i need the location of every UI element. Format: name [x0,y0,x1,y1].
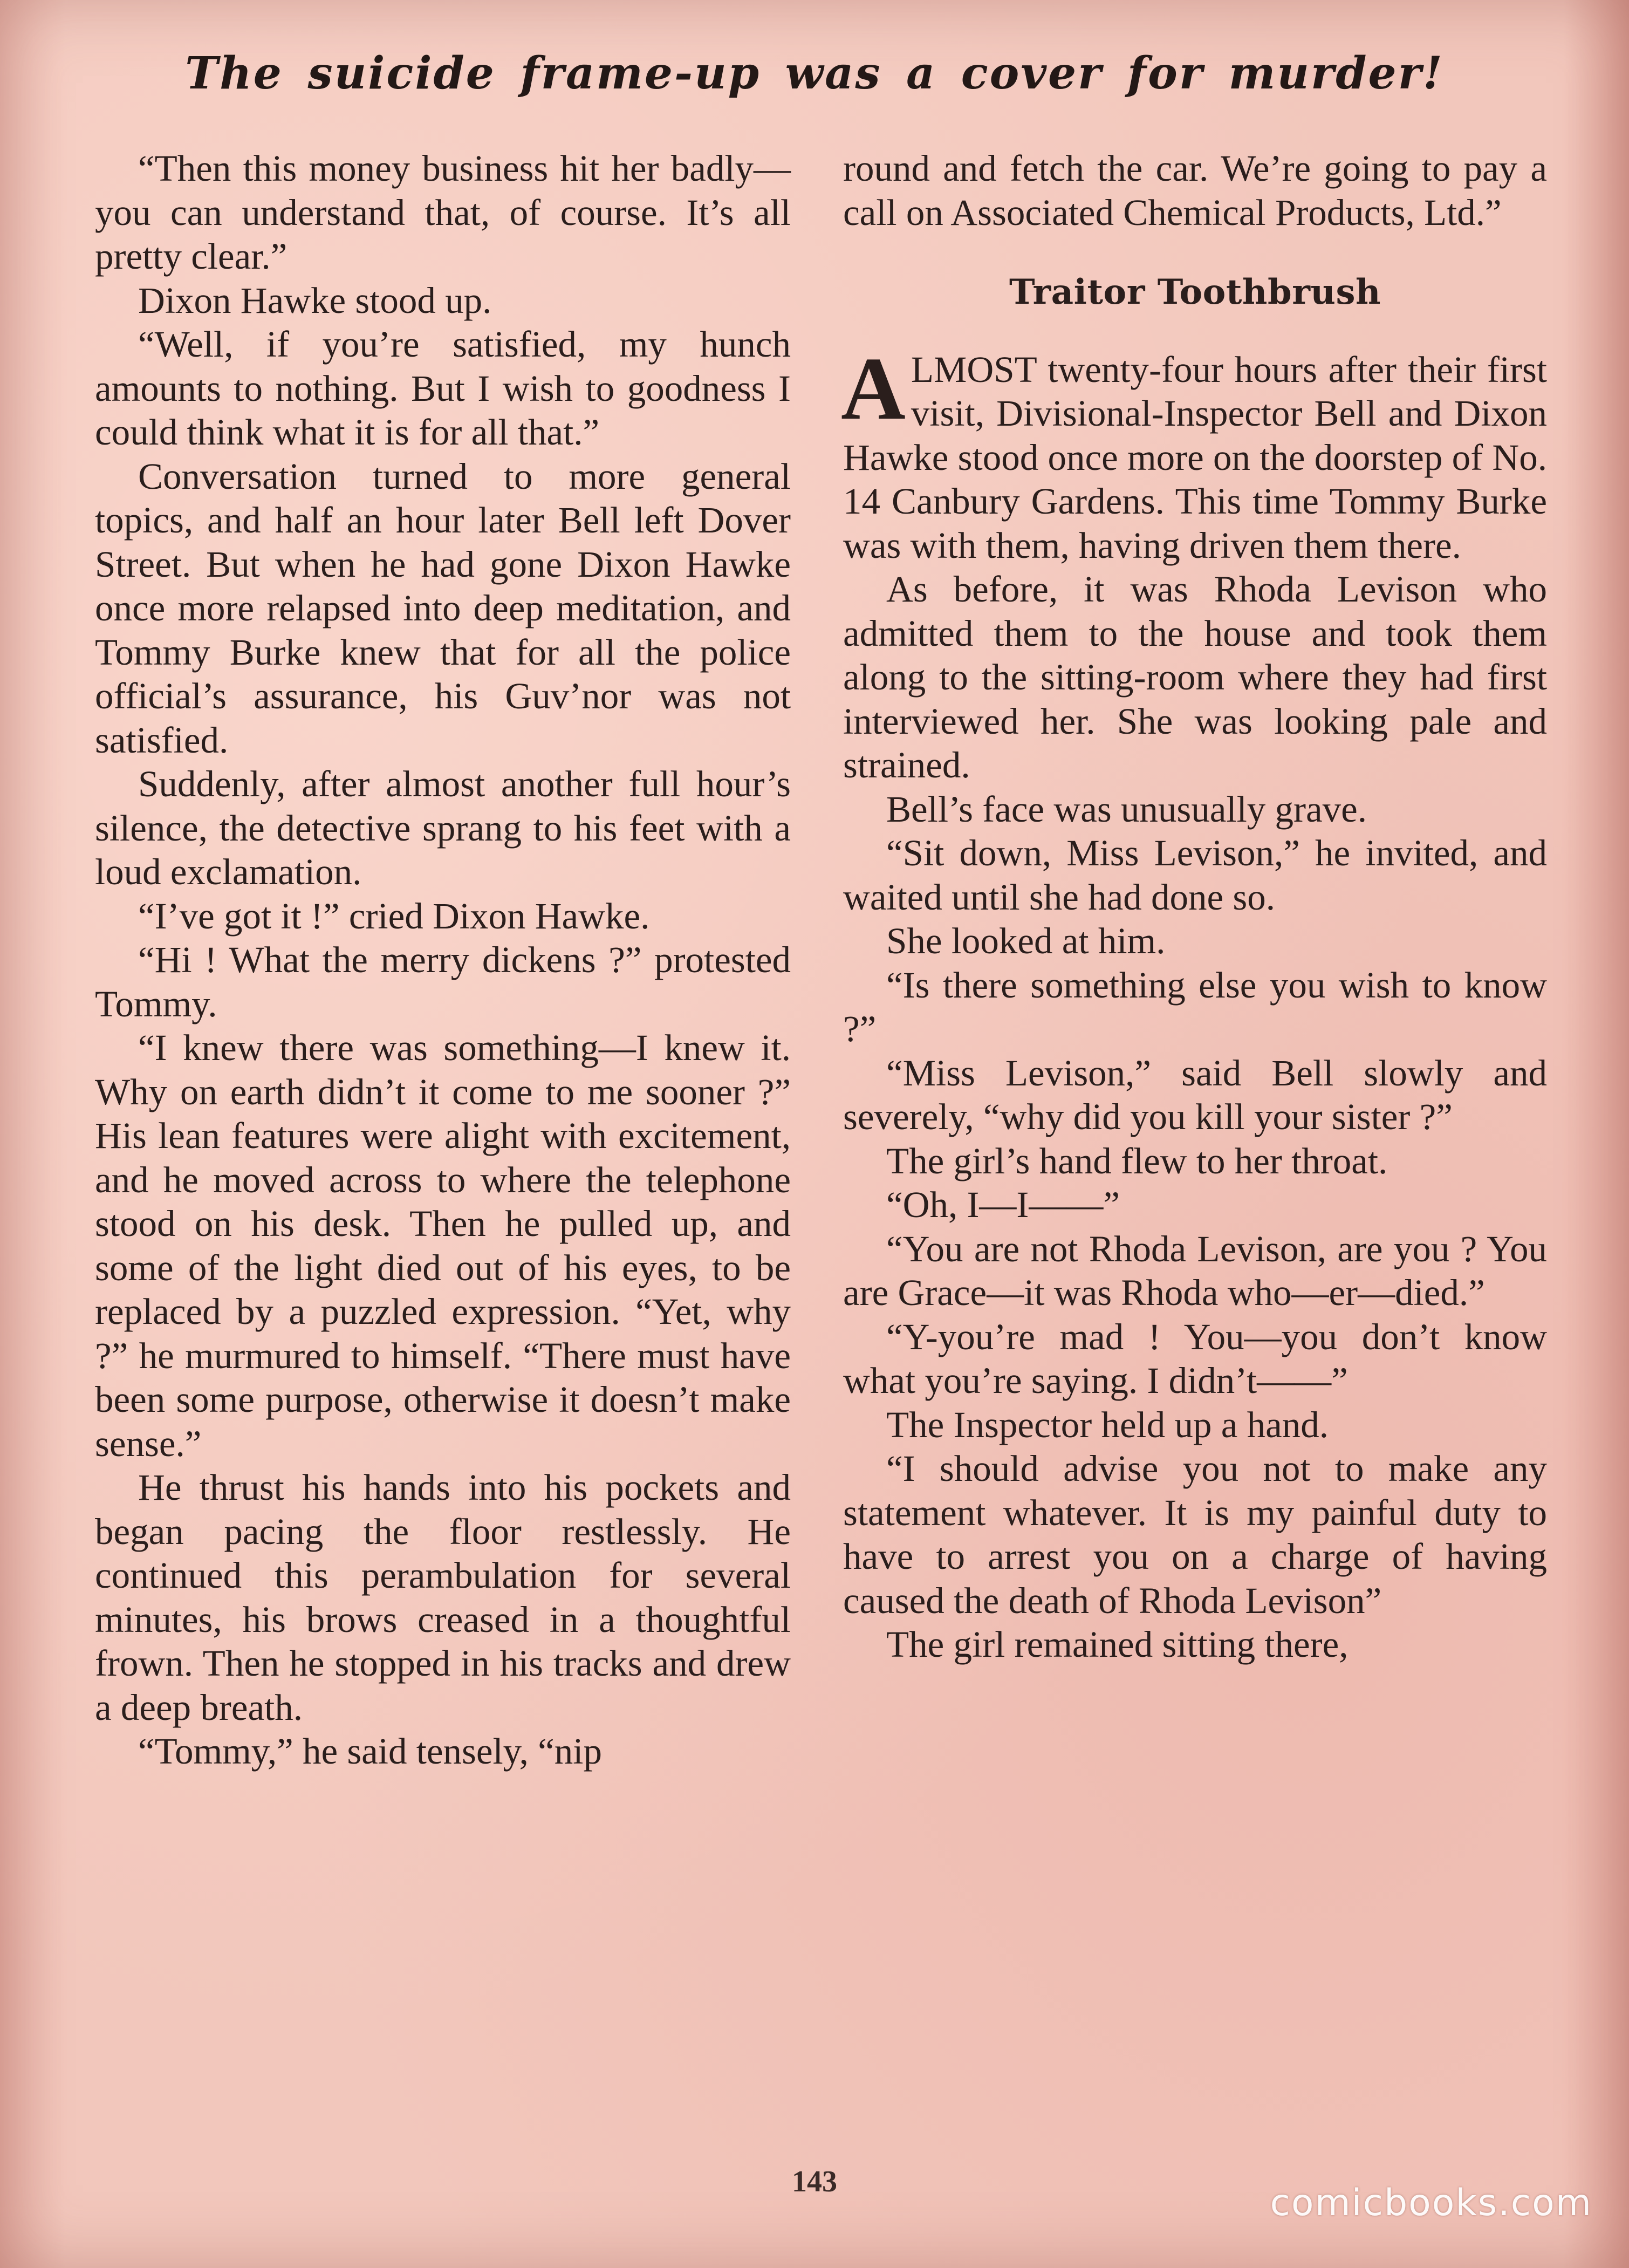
paragraph: Bell’s face was unusually grave. [886,788,1367,830]
paragraph: Conversation turned to more general topics, and half an hour later Bell left Dover Street. But when he had gone Dixon Hawke once more relapsed into deep meditation, and Tommy Burke knew that for all the police official’s assurance, his Guv’nor was not satisfied. [95,455,791,761]
section-subheading: Traitor Toothbrush [1009,272,1381,312]
paragraph: “Hi ! What the merry dickens ?” protested Tommy. [95,939,791,1024]
paragraph: The girl’s hand flew to her throat. [886,1140,1388,1181]
page-headline: The suicide frame-up was a cover for murder! [185,47,1444,99]
paragraph: “I should advise you not to make any statement whatever. It is my painful duty to have to arrest you on a charge of having caused the death of Rhoda Levison” [843,1448,1547,1621]
paragraph: “Sit down, Miss Levison,” he invited, and waited until she had done so. [843,832,1547,918]
paragraph: “Tommy,” he said tensely, “nip [138,1731,602,1772]
paragraph: “Then this money business hit her badly—you can understand that, of course. It’s all pretty clear.” [95,148,791,277]
paragraph: “Oh, I—I——” [886,1184,1120,1225]
paragraph: “Miss Levison,” said Bell slowly and severely, “why did you kill your sister ?” [843,1052,1547,1137]
dropcap-paragraph [841,338,1547,568]
paragraph: Dixon Hawke stood up. [138,279,492,321]
page-number: 143 [792,2165,837,2198]
paragraph: She looked at him. [886,920,1166,961]
paragraph: The Inspector held up a hand. [886,1404,1329,1445]
site-watermark: comicbooks.com [1270,2182,1592,2224]
paragraph: “Is there something else you wish to know ?” [843,964,1547,1049]
paragraph-continued: round and fetch the car. We’re going to pay a call on Associated Chemical Products, Ltd.” [843,148,1547,233]
paragraph: “You are not Rhoda Levison, are you ? You are Grace—it was Rhoda who—er—died.” [843,1228,1547,1313]
right-column [843,147,1547,1667]
paragraph: “I knew there was something—I knew it. Why on earth didn’t it come to me sooner ?” His lean features were alight with excitement, and he moved across to where the telephone stood on his desk. Then he pulled up, and some of the light died out of his eyes, to be replaced by a puzzled expression. “Yet, why ?” he murmured to himself. “There must have been some purpose, otherwise it doesn’t make sense.” [95,1027,791,1464]
paragraph: “Well, if you’re satisfied, my hunch amounts to nothing. But I wish to goodness I could think what it is for all that.” [95,324,791,453]
left-column [95,147,791,1774]
paragraph: “I’ve got it !” cried Dixon Hawke. [138,895,650,937]
paragraph: Suddenly, after almost another full hour’s silence, the detective sprang to his feet with a loud exclamation. [95,763,791,892]
dropcap-paragraph-text: LMOST twenty-four hours after their first visit, Divisional-Inspector Bell and Dixon Hawke stood once more on the doorstep of No. 14 Canbury Gardens. This time Tommy Burke was with them, having driven them there. [843,349,1547,566]
paragraph: As before, it was Rhoda Levison who admitted them to the house and took them along to the sitting-room where they had first interviewed her. She was looking pale and strained. [843,569,1547,785]
drop-cap: A [841,338,906,438]
paragraph: He thrust his hands into his pockets and began pacing the floor restlessly. He continued this perambulation for several minutes, his brows creased in a thoughtful frown. Then he stopped in his tracks and drew a deep breath. [95,1467,791,1728]
paragraph: The girl remained sitting there, [886,1624,1349,1665]
paragraph: “Y-you’re mad ! You—you don’t know what you’re saying. I didn’t——” [843,1316,1547,1401]
